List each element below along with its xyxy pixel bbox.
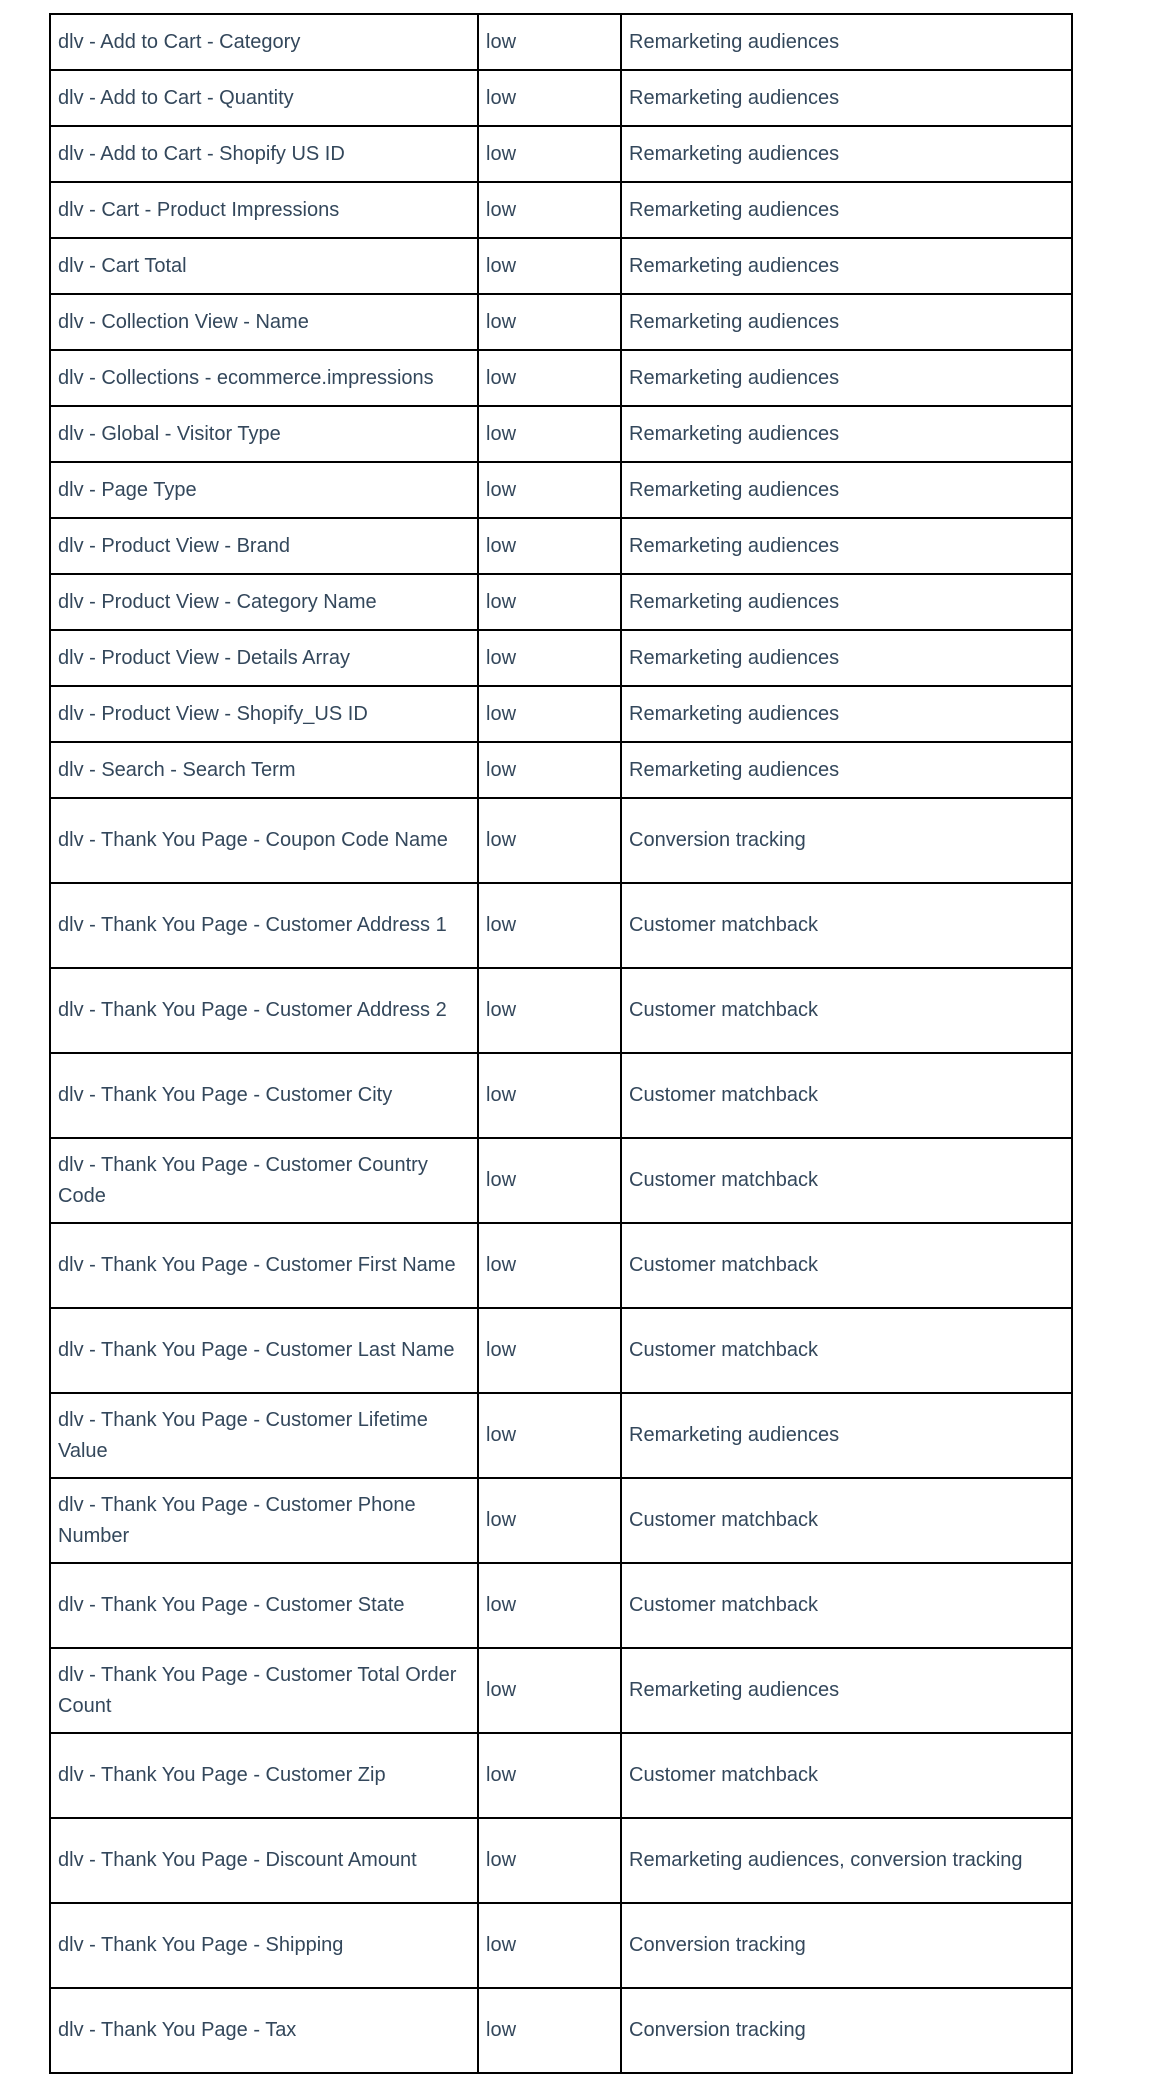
cell-usage: Remarketing audiences — [621, 406, 1072, 462]
cell-priority: low — [478, 883, 621, 968]
cell-usage: Remarketing audiences — [621, 574, 1072, 630]
cell-key-name: dlv - Product View - Brand — [50, 518, 478, 574]
cell-usage: Conversion tracking — [621, 1988, 1072, 2073]
cell-key-name: dlv - Thank You Page - Customer First Name — [50, 1223, 478, 1308]
cell-key-name: dlv - Thank You Page - Customer Address 2 — [50, 968, 478, 1053]
cell-key-name: dlv - Thank You Page - Customer Last Name — [50, 1308, 478, 1393]
table-row — [50, 1478, 1072, 1563]
cell-usage: Remarketing audiences — [621, 630, 1072, 686]
cell-priority: low — [478, 14, 621, 70]
cell-usage: Customer matchback — [621, 1563, 1072, 1648]
table-row — [50, 1393, 1072, 1478]
table-row — [50, 350, 1072, 406]
cell-priority: low — [478, 1903, 621, 1988]
table-row — [50, 1903, 1072, 1988]
cell-usage: Remarketing audiences — [621, 1648, 1072, 1733]
cell-usage: Customer matchback — [621, 1308, 1072, 1393]
cell-usage: Remarketing audiences — [621, 1393, 1072, 1478]
cell-usage: Customer matchback — [621, 1138, 1072, 1223]
table-row — [50, 1563, 1072, 1648]
cell-priority: low — [478, 1053, 621, 1138]
cell-usage: Remarketing audiences — [621, 686, 1072, 742]
table-row — [50, 14, 1072, 70]
table-row — [50, 238, 1072, 294]
cell-key-name: dlv - Search - Search Term — [50, 742, 478, 798]
cell-usage: Remarketing audiences — [621, 742, 1072, 798]
table-row — [50, 518, 1072, 574]
cell-usage: Remarketing audiences — [621, 518, 1072, 574]
cell-priority: low — [478, 1818, 621, 1903]
cell-priority: low — [478, 294, 621, 350]
cell-priority: low — [478, 182, 621, 238]
cell-priority: low — [478, 798, 621, 883]
cell-priority: low — [478, 574, 621, 630]
cell-usage: Remarketing audiences — [621, 462, 1072, 518]
cell-usage: Remarketing audiences — [621, 350, 1072, 406]
cell-key-name: dlv - Cart Total — [50, 238, 478, 294]
table-row — [50, 1138, 1072, 1223]
cell-key-name: dlv - Thank You Page - Customer Address 1 — [50, 883, 478, 968]
table-row — [50, 630, 1072, 686]
cell-key-name: dlv - Page Type — [50, 462, 478, 518]
cell-priority: low — [478, 1393, 621, 1478]
cell-priority: low — [478, 126, 621, 182]
table-row — [50, 1053, 1072, 1138]
table-row — [50, 182, 1072, 238]
cell-usage: Remarketing audiences — [621, 126, 1072, 182]
cell-usage: Remarketing audiences — [621, 14, 1072, 70]
cell-priority: low — [478, 968, 621, 1053]
cell-priority: low — [478, 1478, 621, 1563]
cell-priority: low — [478, 742, 621, 798]
table-row — [50, 1648, 1072, 1733]
cell-key-name: dlv - Thank You Page - Discount Amount — [50, 1818, 478, 1903]
cell-key-name: dlv - Product View - Details Array — [50, 630, 478, 686]
table-row — [50, 70, 1072, 126]
table-row — [50, 1733, 1072, 1818]
cell-key-name: dlv - Thank You Page - Shipping — [50, 1903, 478, 1988]
cell-key-name: dlv - Thank You Page - Customer Total Order Count — [50, 1648, 478, 1733]
cell-usage: Customer matchback — [621, 1223, 1072, 1308]
cell-key-name: dlv - Thank You Page - Customer State — [50, 1563, 478, 1648]
cell-priority: low — [478, 1563, 621, 1648]
cell-key-name: dlv - Collection View - Name — [50, 294, 478, 350]
cell-key-name: dlv - Global - Visitor Type — [50, 406, 478, 462]
table-row — [50, 883, 1072, 968]
cell-key-name: dlv - Thank You Page - Customer Lifetime Value — [50, 1393, 478, 1478]
cell-key-name: dlv - Cart - Product Impressions — [50, 182, 478, 238]
table-row — [50, 798, 1072, 883]
cell-priority: low — [478, 70, 621, 126]
table-row — [50, 742, 1072, 798]
cell-priority: low — [478, 1308, 621, 1393]
cell-key-name: dlv - Add to Cart - Quantity — [50, 70, 478, 126]
cell-priority: low — [478, 518, 621, 574]
cell-usage: Conversion tracking — [621, 1903, 1072, 1988]
table-row — [50, 968, 1072, 1053]
cell-key-name: dlv - Add to Cart - Shopify US ID — [50, 126, 478, 182]
table-row — [50, 1818, 1072, 1903]
table-body — [50, 14, 1072, 2073]
cell-priority: low — [478, 630, 621, 686]
cell-key-name: dlv - Thank You Page - Customer Zip — [50, 1733, 478, 1818]
cell-usage: Remarketing audiences — [621, 238, 1072, 294]
cell-priority: low — [478, 462, 621, 518]
data-layer-variables-table — [49, 13, 1073, 2074]
cell-key-name: dlv - Thank You Page - Coupon Code Name — [50, 798, 478, 883]
cell-key-name: dlv - Product View - Category Name — [50, 574, 478, 630]
cell-key-name: dlv - Thank You Page - Customer Country Code — [50, 1138, 478, 1223]
cell-key-name: dlv - Add to Cart - Category — [50, 14, 478, 70]
cell-usage: Customer matchback — [621, 1053, 1072, 1138]
cell-usage: Remarketing audiences — [621, 294, 1072, 350]
cell-usage: Customer matchback — [621, 1478, 1072, 1563]
table-row — [50, 1308, 1072, 1393]
cell-usage: Customer matchback — [621, 968, 1072, 1053]
cell-usage: Remarketing audiences, conversion tracking — [621, 1818, 1072, 1903]
table-row — [50, 574, 1072, 630]
table-row — [50, 1988, 1072, 2073]
cell-usage: Customer matchback — [621, 883, 1072, 968]
cell-key-name: dlv - Collections - ecommerce.impressions — [50, 350, 478, 406]
cell-key-name: dlv - Thank You Page - Tax — [50, 1988, 478, 2073]
cell-priority: low — [478, 406, 621, 462]
cell-priority: low — [478, 1733, 621, 1818]
table-row — [50, 462, 1072, 518]
cell-priority: low — [478, 1138, 621, 1223]
cell-priority: low — [478, 238, 621, 294]
cell-priority: low — [478, 1223, 621, 1308]
page — [0, 13, 1152, 2074]
cell-usage: Remarketing audiences — [621, 182, 1072, 238]
table-row — [50, 686, 1072, 742]
cell-key-name: dlv - Product View - Shopify_US ID — [50, 686, 478, 742]
cell-priority: low — [478, 1648, 621, 1733]
table-row — [50, 294, 1072, 350]
cell-usage: Remarketing audiences — [621, 70, 1072, 126]
table-row — [50, 1223, 1072, 1308]
table-row — [50, 126, 1072, 182]
cell-key-name: dlv - Thank You Page - Customer City — [50, 1053, 478, 1138]
cell-key-name: dlv - Thank You Page - Customer Phone Number — [50, 1478, 478, 1563]
cell-priority: low — [478, 1988, 621, 2073]
cell-priority: low — [478, 686, 621, 742]
cell-usage: Customer matchback — [621, 1733, 1072, 1818]
cell-priority: low — [478, 350, 621, 406]
cell-usage: Conversion tracking — [621, 798, 1072, 883]
table-row — [50, 406, 1072, 462]
